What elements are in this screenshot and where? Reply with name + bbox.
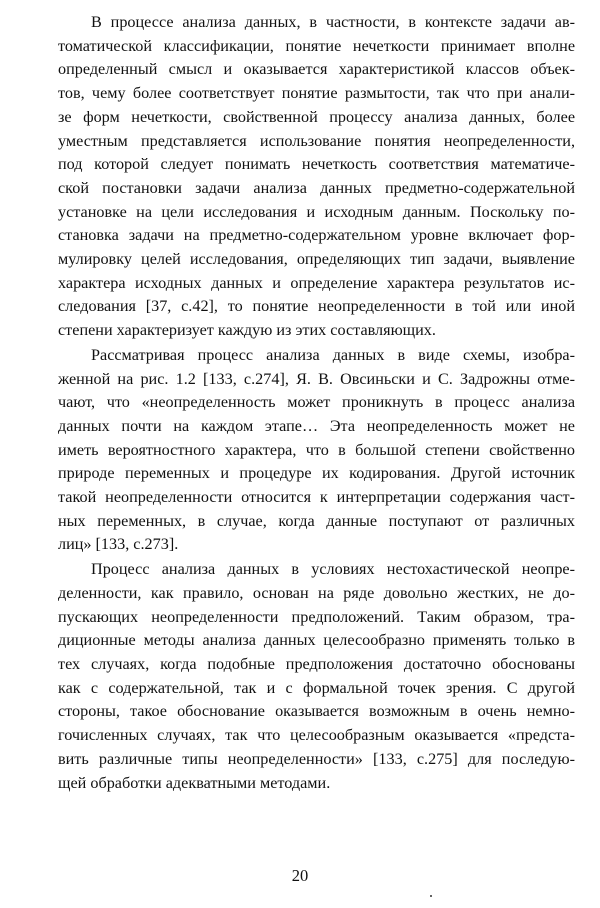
paragraph-1-line-12: характера исходных данных и определение характера результатов ис- [58,273,575,292]
paragraph-1-line-9: установке на цели исследования и исходным данным. Поскольку по- [58,202,575,221]
paragraph-3-line-5: тех случаях, когда подобные предположения достаточно обоснованы [58,654,575,673]
paragraph-1-line-4: тов, чему более соответствует понятие размытости, так что при анали- [58,84,575,103]
paragraph-2-line-2: женной на рис. 1.2 [133, с.274], Я. В. Овсиньски и С. Задрожны отме- [58,369,575,388]
scan-speck [430,895,432,897]
paragraph-3-line-8: гочисленных случаях, так что целесообразным оказывается «предста- [58,726,575,745]
paragraph-3-line-6: как с содержательной, так и с формальной точек зрения. С другой [58,678,575,697]
paragraph-1-line-2: томатической классификации, понятие нечеткости принимает вполне [58,36,575,55]
paragraph-1-line-5: зе форм нечеткости, свойственной процессу анализа данных, более [58,107,575,126]
paragraph-1-line-14: степени характеризует каждую из этих составляющих. [58,321,436,340]
paragraph-1-line-11: мулировку целей исследования, определяющих тип задачи, выявление [58,250,575,269]
paragraph-1-line-1: В процессе анализа данных, в частности, в контексте задачи ав- [91,13,575,31]
paragraph-3-line-10: щей обработки адекватными методами. [58,773,331,792]
paragraph-1 [58,11,575,343]
paragraph-3-line-4: диционные методы анализа данных целесообразно применять только в [58,631,575,650]
paragraph-2-line-1: Рассматривая процесс анализа данных в виде схемы, изобра- [91,345,575,364]
paragraph-1-line-3: определенный смысл и оказывается характеристикой классов объек- [58,60,575,79]
paragraph-3-line-2: деленности, как правило, основан на ряде довольно жестких, не до- [58,583,575,602]
body-text [58,11,575,795]
paragraph-1-line-13: следования [37, с.42], то понятие неопределенности в той или иной [58,297,575,316]
paragraph-3-line-9: вить различные типы неопределенности» [133, с.275] для последую- [58,749,575,768]
paragraph-1-line-8: ской постановки задачи анализа данных предметно-содержательной [58,178,575,197]
paragraph-3 [58,558,575,795]
paragraph-2-line-4: данных почти на каждом этапе… Эта неопределенность может не [58,416,575,435]
paragraph-2-line-6: природе переменных и процедуре их кодирования. Другой источник [58,464,575,483]
paragraph-1-line-6: уместным представляется использование понятия неопределенности, [58,131,575,150]
paragraph-2-line-8: ных переменных, в случае, когда данные поступают от различных [58,511,575,530]
paragraph-2-line-9: лиц» [133, с.273]. [58,535,179,554]
paragraph-1-line-10: становка задачи на предметно-содержательном уровне включает фор- [58,226,575,245]
page-number: 20 [291,866,309,885]
paragraph-3-line-3: пускающих неопределенности предположений. Таким образом, тра- [58,607,575,626]
paragraph-1-line-7: под которой следует понимать нечеткость соответствия математиче- [58,155,575,174]
paragraph-3-line-7: стороны, такое обоснование оказывается возможным в очень немно- [58,702,575,721]
paragraph-3-line-1: Процесс анализа данных в условиях нестохастической неопре- [91,560,575,579]
paragraph-2-line-7: такой неопределенности относится к интерпретации содержания част- [58,488,575,507]
paragraph-2 [58,344,575,557]
paragraph-2-line-5: иметь вероятностного характера, что в большой степени свойственно [58,440,575,459]
paragraph-2-line-3: чают, что «неопределенность может проникнуть в процесс анализа [58,393,575,412]
